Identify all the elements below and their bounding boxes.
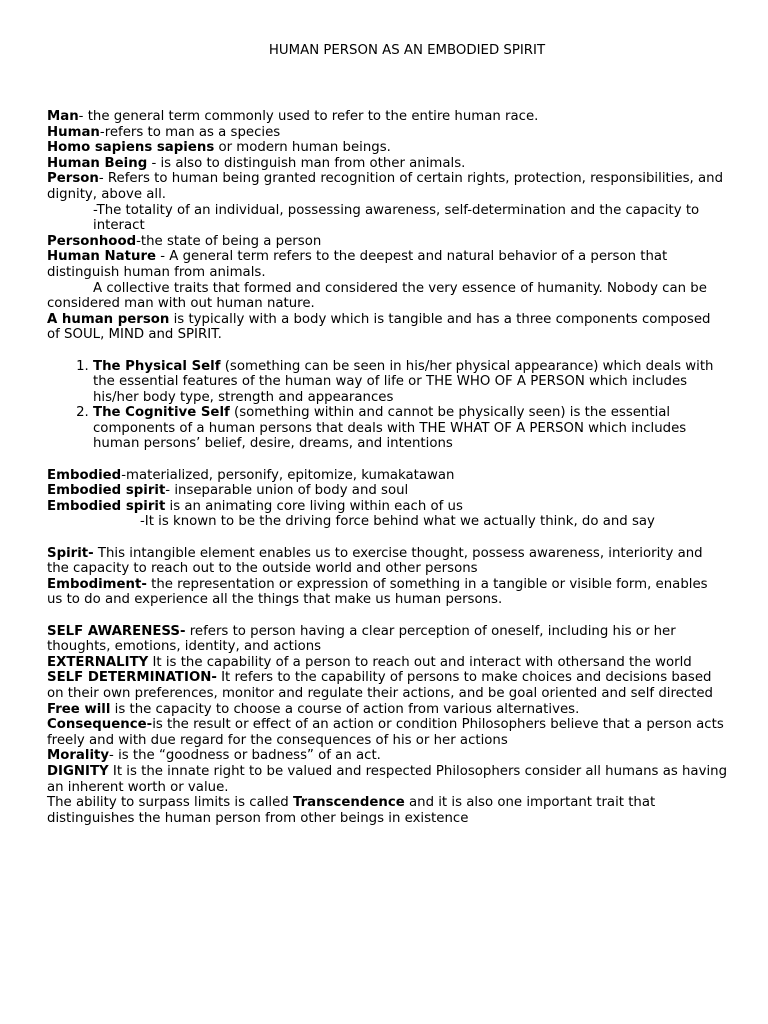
definition-man <box>47 109 727 125</box>
definition-embodied <box>47 468 727 484</box>
definition-personhood <box>47 234 727 250</box>
definition-text: is an animating core living within each of us <box>165 498 463 514</box>
transcendence-paragraph <box>47 795 727 826</box>
definition-person <box>47 171 727 202</box>
term: Embodied spirit <box>47 498 166 514</box>
term: Homo sapiens sapiens <box>47 140 215 156</box>
term: Morality <box>47 748 110 764</box>
definition-text: or modern human beings. <box>214 140 391 156</box>
term: Personhood <box>47 233 137 249</box>
definition-text: refers to person having a clear perception of oneself, including his or her thoughts, emotions, identity, and actions <box>47 623 676 655</box>
definition-human-person <box>47 312 727 343</box>
definition-consequence <box>47 717 727 748</box>
term: EXTERNALITY <box>47 654 149 670</box>
definition-dignity <box>47 764 727 795</box>
person-note: -The totality of an individual, possessing awareness, self-determination and the capacity to interact <box>93 202 700 234</box>
term: A human person <box>47 311 170 327</box>
embodied-note: -It is known to be the driving force behind what we actually think, do and say <box>140 514 655 530</box>
definition-externality <box>47 655 727 671</box>
human-nature-note <box>47 281 727 312</box>
sentence-end: and it is also one important trait that distinguishes the human person from other beings in existence <box>47 795 656 826</box>
definition-embodied-spirit-core <box>47 499 727 515</box>
definition-free-will <box>47 702 727 718</box>
definition-spirit <box>47 546 727 577</box>
definition-text: - A general term refers to the deepest and natural behavior of a person that distinguish human from animals. <box>47 249 668 280</box>
definition-human-nature <box>47 249 727 280</box>
definition-text: (something can be seen in his/her physical appearance) which deals with the essential features of the human way of life or THE WHO OF A PERSON which includes his/her body type, strength and appearances <box>93 358 714 405</box>
definition-embodied-spirit <box>47 483 727 499</box>
definition-text: - Refers to human being granted recognition of certain rights, protection, responsibilities, and dignity, above all. <box>47 171 724 202</box>
note-text: A collective traits that formed and considered the very essence of humanity. Nobody can be considered man with out human nature. <box>47 280 707 312</box>
term: Embodiment- <box>47 576 147 592</box>
definition-morality <box>47 748 727 764</box>
term: Human <box>47 124 100 140</box>
definition-text: -the state of being a person <box>136 233 322 249</box>
list-item <box>93 405 727 452</box>
definition-text: - is also to distinguish man from other animals. <box>147 155 466 171</box>
sentence-start: The ability to surpass limits is called <box>47 795 293 811</box>
definition-human <box>47 125 727 141</box>
definition-self-determination <box>47 670 727 701</box>
definition-text: is the result or effect of an action or condition Philosophers believe that a person acts freely and with due regard for the consequences of his or her actions <box>47 717 724 748</box>
term: Man <box>47 109 79 124</box>
term: Transcendence <box>292 795 405 811</box>
term: DIGNITY <box>47 763 109 779</box>
definition-text: It is the innate right to be valued and respected Philosophers consider all humans as having an inherent worth or value. <box>47 763 728 795</box>
term: Spirit- <box>47 545 94 561</box>
definition-text: is typically with a body which is tangible and has a three components composed of SOUL, MIND and SPIRIT. <box>47 311 711 343</box>
definition-embodiment <box>47 577 727 608</box>
definition-self-awareness <box>47 624 727 655</box>
definition-text: - is the “goodness or badness” of an act. <box>109 748 381 764</box>
definition-text: This intangible element enables us to exercise thought, possess awareness, interiority and the capacity to reach out to the outside world and other persons <box>47 545 703 577</box>
list-item <box>93 359 727 406</box>
definition-text: -materialized, personify, epitomize, kumakatawan <box>121 467 455 483</box>
definition-text: - inseparable union of body and soul <box>165 483 409 499</box>
term: The Physical Self <box>93 358 221 374</box>
term: Human Being <box>47 155 148 171</box>
document-body <box>47 109 727 826</box>
definition-text: (something within and cannot be physically seen) is the essential components of a human persons that deals with THE WHAT OF A PERSON which includes human persons’ belief, desire, dreams, and intentions <box>93 405 687 452</box>
term: SELF AWARENESS- <box>47 623 186 639</box>
term: SELF DETERMINATION- <box>47 670 217 686</box>
definition-text: It refers to the capability of persons to make choices and decisions based on their own preferences, monitor and regulate their actions, and be goal oriented and self directed <box>47 670 713 701</box>
term: Embodied <box>47 467 122 483</box>
definition-homo-sapiens <box>47 140 727 156</box>
term: Free will <box>47 701 111 717</box>
definition-text: the representation or expression of something in a tangible or visible form, enables us to do and experience all the things that make us human persons. <box>47 576 708 608</box>
page-title: HUMAN PERSON AS AN EMBODIED SPIRIT <box>268 43 546 58</box>
definition-text: is the capacity to choose a course of action from various alternatives. <box>110 701 580 717</box>
term: The Cognitive Self <box>93 405 230 421</box>
definition-text: -refers to man as a species <box>99 124 281 140</box>
term: Human Nature <box>47 249 157 265</box>
self-list <box>47 359 727 453</box>
definition-human-being <box>47 156 727 172</box>
term: Person <box>47 171 99 187</box>
definition-text: It is the capability of a person to reach out and interact with othersand the world <box>148 654 692 670</box>
term: Consequence- <box>47 717 153 733</box>
term: Embodied spirit <box>47 483 166 499</box>
definition-text: - the general term commonly used to refer to the entire human race. <box>78 109 539 124</box>
